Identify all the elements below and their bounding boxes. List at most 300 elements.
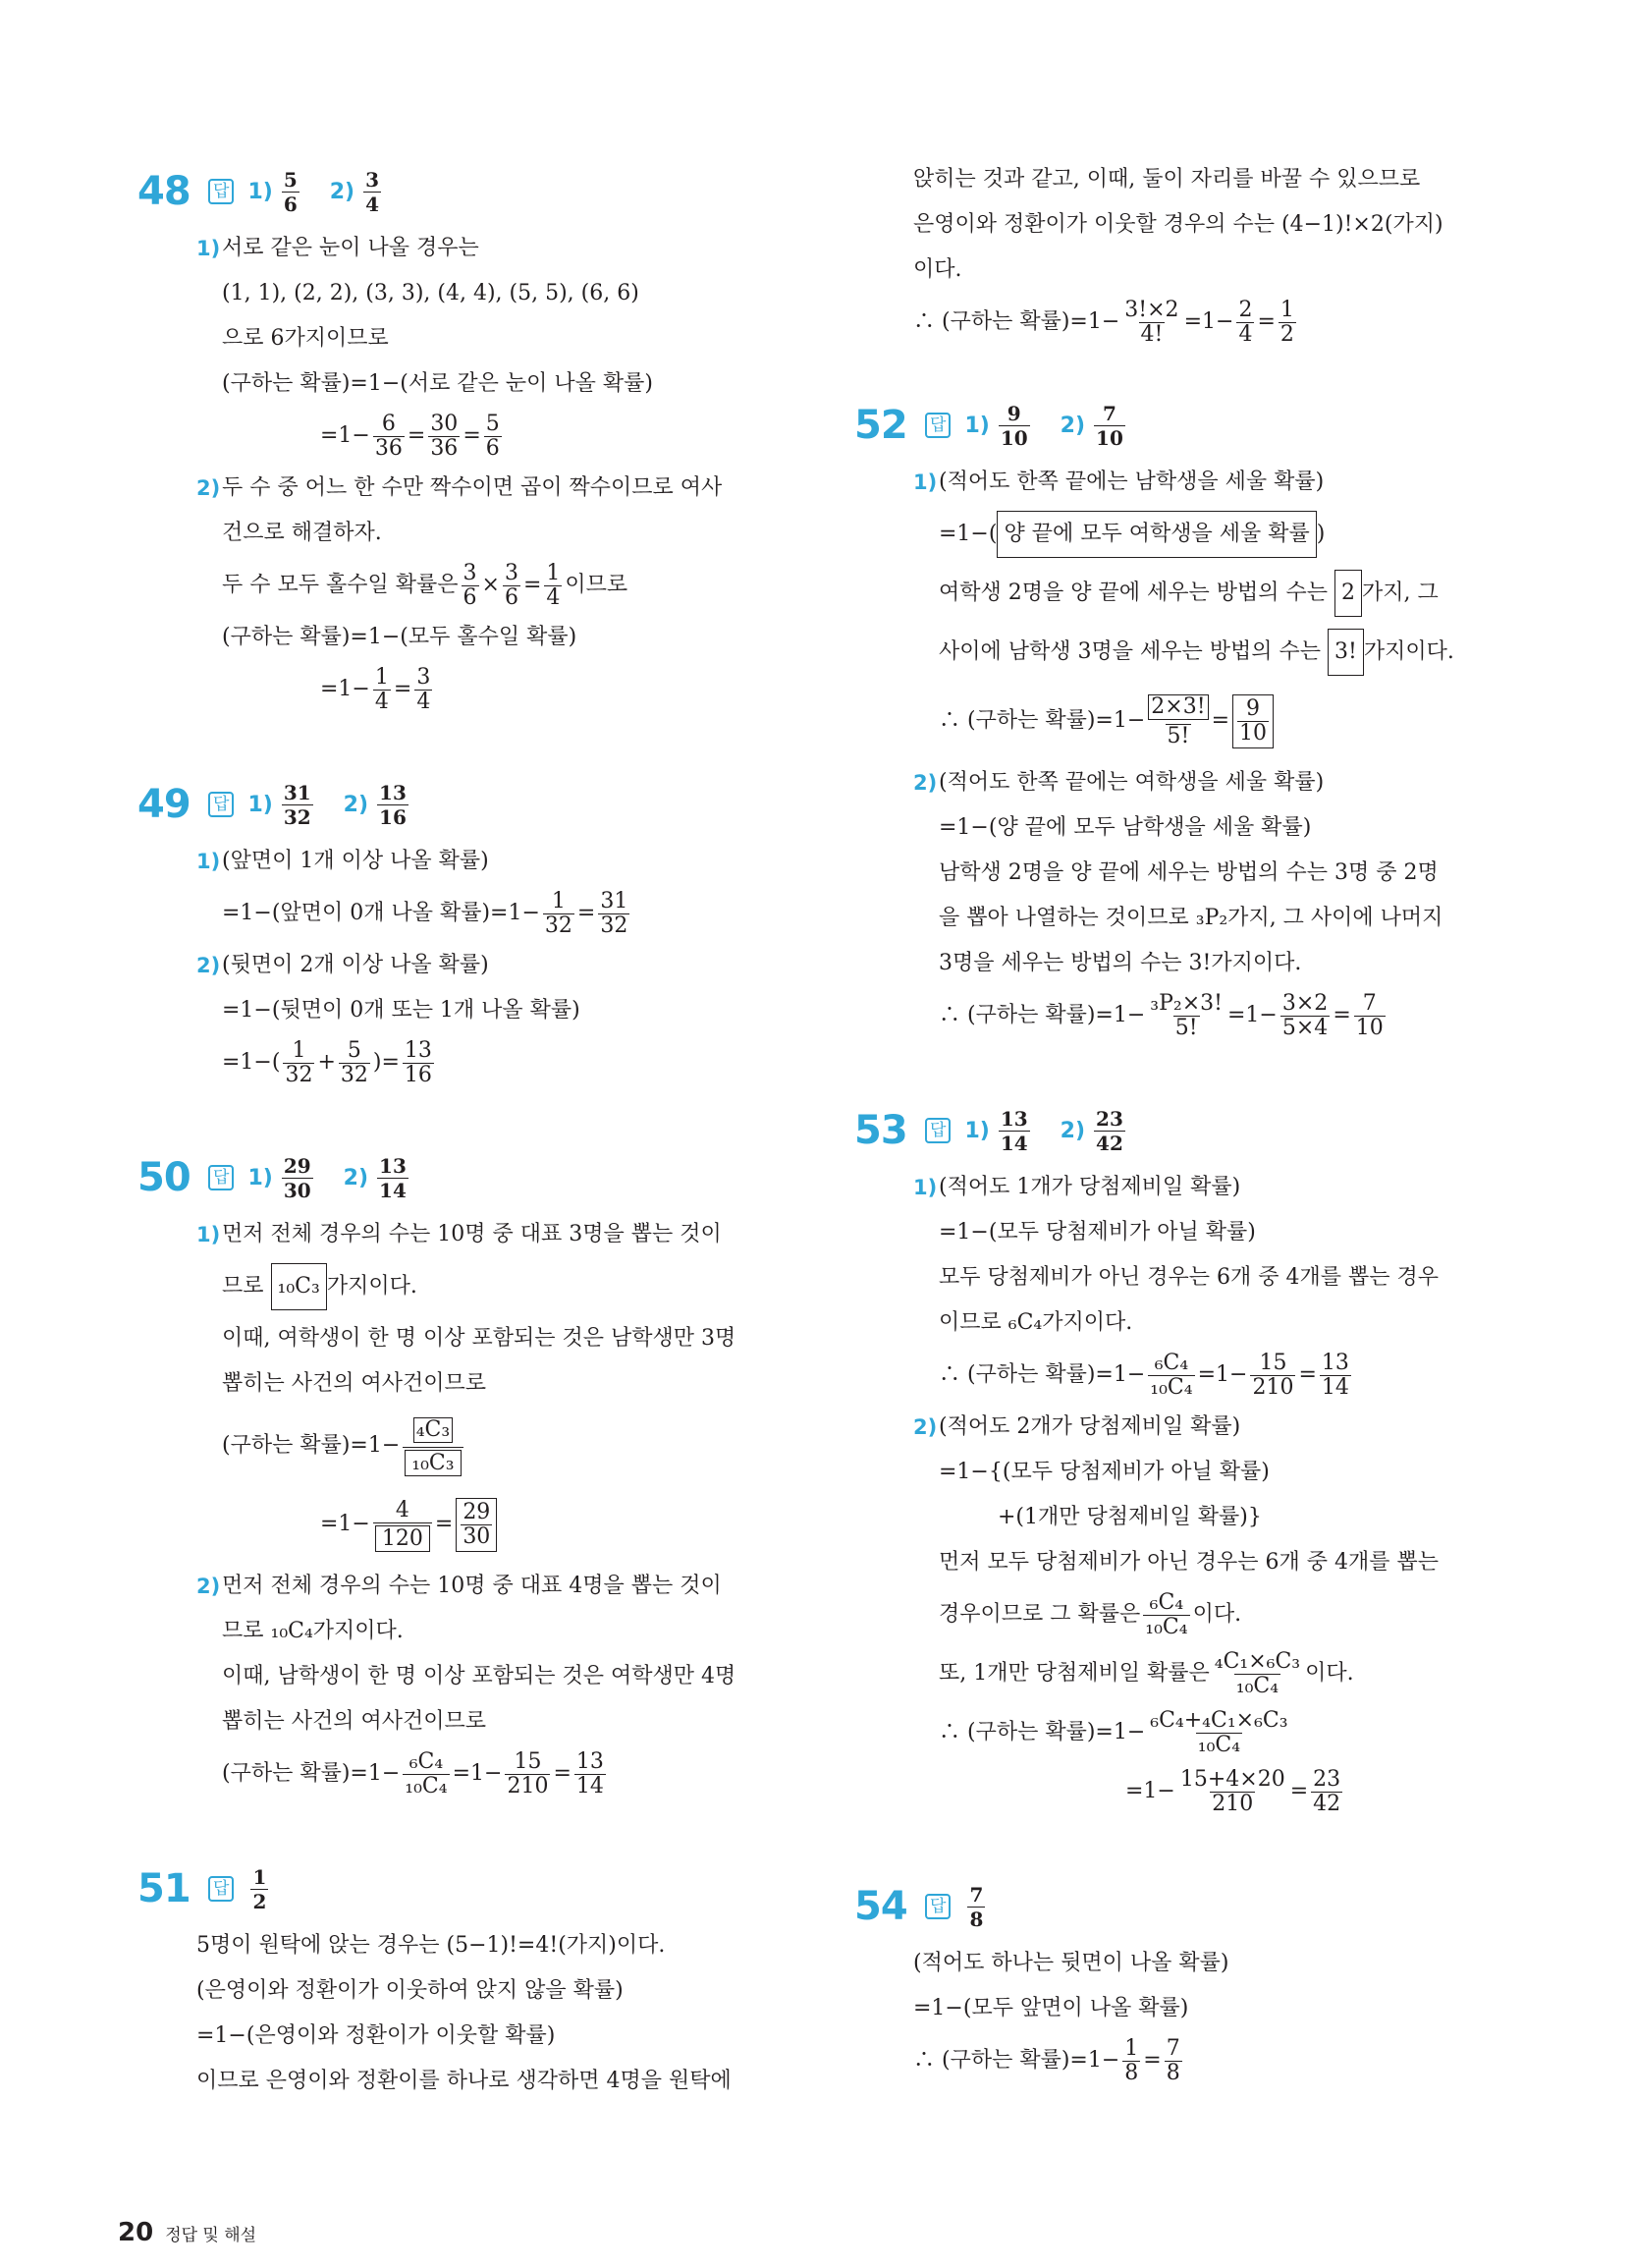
text: =1−(앞면이 0개 나올 확률)=1− <box>222 901 540 925</box>
text: × <box>481 573 500 597</box>
fraction <box>1178 1768 1287 1816</box>
fraction <box>1354 992 1386 1040</box>
text-line: 은영이와 정환이가 이웃할 경우의 수는 (4−1)!×2(가지) <box>913 212 1443 237</box>
text: 가지, 그 <box>1362 581 1439 605</box>
text: 또, 1개만 당첨제비일 확률은 <box>939 1661 1210 1686</box>
numerator: 1 <box>1279 297 1294 322</box>
solution-body <box>854 157 1502 352</box>
answer-fraction <box>1094 1107 1125 1155</box>
equation-line <box>222 660 776 719</box>
numerator: ₆C₄ <box>1149 1589 1184 1615</box>
denominator: 32 <box>600 913 628 938</box>
answer-badge: 답 <box>925 413 951 438</box>
text-line: 이때, 여학생이 한 명 이상 포함되는 것은 남학생만 3명 <box>222 1326 736 1351</box>
answer-fraction <box>250 1865 268 1913</box>
text-line: 앉히는 것과 같고, 이때, 둘이 자리를 바꿀 수 있으므로 <box>913 167 1421 192</box>
sub-label: 2) <box>196 476 221 500</box>
equation-line <box>222 1257 776 1316</box>
denominator: 30 <box>463 1523 491 1549</box>
denominator: ₁₀C₃ <box>405 1450 461 1476</box>
sub-solution-1 <box>196 226 776 466</box>
answer-fraction <box>377 1154 408 1202</box>
text: 가지이다. <box>1363 639 1454 664</box>
sub-label: 1) <box>196 1223 221 1246</box>
equation-line <box>222 556 776 615</box>
text: (구하는 확률)=1− <box>222 1433 401 1458</box>
fraction <box>339 1039 370 1087</box>
problem-header <box>854 1096 1502 1165</box>
text: =1− <box>320 1512 370 1536</box>
problem-number: 48 <box>137 169 191 214</box>
problem-header <box>854 391 1502 460</box>
fill-in-box: 3! <box>1328 629 1364 676</box>
answer-1 <box>964 402 1032 450</box>
sub-label: 1) <box>913 470 938 494</box>
text: )= <box>372 1050 400 1075</box>
answer-label: 2) <box>1060 413 1086 438</box>
text-line: 으로 6가지이므로 <box>222 326 389 351</box>
text-line: =1−(모두 당첨제비가 아닐 확률) <box>939 1220 1256 1245</box>
equation-line <box>939 623 1502 682</box>
fraction <box>428 413 460 461</box>
numerator: 7 <box>1102 401 1116 425</box>
numerator: 13 <box>379 1153 407 1178</box>
text: + <box>317 1050 336 1075</box>
answer-fraction <box>377 781 408 829</box>
text-line: 두 수 중 어느 한 수만 짝수이면 곱이 짝수이므로 여사 <box>222 475 723 500</box>
text: ) <box>1316 522 1326 546</box>
text-line: (1, 1), (2, 2), (3, 3), (4, 4), (5, 5), (6, 6) <box>222 281 639 305</box>
text: = <box>393 677 412 701</box>
right-column <box>854 157 1502 2141</box>
denominator: 32 <box>283 804 311 829</box>
text: ∴ (구하는 확률)=1− <box>939 1720 1146 1744</box>
text: =1− <box>1197 1362 1248 1387</box>
numerator: 9 <box>1246 695 1260 721</box>
text-line: (적어도 한쪽 끝에는 남학생을 세울 확률) <box>939 470 1325 494</box>
numerator: 31 <box>283 780 311 804</box>
text: = <box>522 573 542 597</box>
page-footer <box>118 2218 256 2247</box>
numerator: 31 <box>600 888 628 913</box>
text-line: 남학생 2명을 양 끝에 세우는 방법의 수는 3명 중 2명 <box>939 860 1439 885</box>
sub-solution-2 <box>913 760 1502 1045</box>
fraction <box>456 1498 497 1552</box>
problem-51-continued <box>854 157 1502 352</box>
sub-solution-2 <box>913 1405 1502 1821</box>
denominator: 10 <box>1096 425 1123 450</box>
problem-number: 50 <box>137 1155 191 1200</box>
numerator: 3×2 <box>1281 990 1329 1016</box>
denominator: 10 <box>1355 1015 1384 1040</box>
solution-body <box>854 1941 1502 2090</box>
numerator: 5 <box>283 167 298 192</box>
fraction <box>505 1750 550 1798</box>
text-line: 5명이 원탁에 앉는 경우는 (5−1)!=4!(가지)이다. <box>196 1933 666 1958</box>
denominator: ₁₀C₄ <box>1145 1614 1188 1639</box>
problem-header <box>137 770 776 839</box>
denominator: 16 <box>404 1062 432 1087</box>
text: ∴ (구하는 확률)=1− <box>939 1362 1146 1387</box>
denominator: 210 <box>1212 1791 1254 1816</box>
numerator: ₆C₄+₄C₁×₆C₃ <box>1150 1707 1288 1733</box>
text-line: 3명을 세우는 방법의 수는 3!가지이다. <box>939 951 1302 975</box>
numerator: 15 <box>1259 1350 1287 1375</box>
fill-in-box: 양 끝에 모두 여학생을 세울 확률 <box>997 511 1316 558</box>
equation-line <box>939 1644 1502 1703</box>
text: =1−( <box>939 522 998 546</box>
denominator: ₁₀C₄ <box>1150 1374 1193 1400</box>
denominator: 6 <box>463 584 477 610</box>
numerator: 13 <box>1000 1106 1028 1131</box>
denominator-wrap <box>373 1522 432 1551</box>
problem-53 <box>854 1096 1502 1821</box>
text: 이므로 <box>565 573 628 597</box>
answer-badge: 답 <box>208 1165 234 1190</box>
sub-solution-1 <box>913 460 1502 760</box>
denominator: 8 <box>969 1907 984 1931</box>
left-column <box>137 157 776 2155</box>
numerator: 13 <box>379 780 407 804</box>
fraction <box>462 562 479 610</box>
denominator: 36 <box>430 435 459 461</box>
problem-number: 49 <box>137 782 191 827</box>
text-line: =1−(은영이와 정환이가 이웃할 확률) <box>196 2023 556 2048</box>
numerator: 29 <box>283 1153 311 1178</box>
text-line: 이므로 은영이와 정환이를 하나로 생각하면 4명을 원탁에 <box>196 2069 732 2093</box>
equation-line <box>939 1762 1502 1821</box>
denominator: 4 <box>374 689 389 714</box>
denominator: 6 <box>485 435 500 461</box>
denominator: 6 <box>283 192 298 216</box>
text: = <box>1143 2048 1162 2073</box>
denominator: 5! <box>1174 1015 1198 1040</box>
answer-list <box>964 1107 1127 1155</box>
sub-label: 1) <box>196 850 221 873</box>
sub-label: 2) <box>196 1575 221 1598</box>
text-line: 건으로 해결하자. <box>222 521 382 545</box>
fraction <box>543 890 574 938</box>
answer-fraction <box>282 168 299 216</box>
text-line: +(1개만 당첨제비일 확률)} <box>998 1505 1262 1529</box>
fraction <box>1148 992 1225 1040</box>
equation-line <box>939 564 1502 623</box>
fraction <box>1320 1352 1351 1400</box>
fill-in-box: 2 <box>1334 570 1362 617</box>
numerator: 15 <box>514 1748 542 1774</box>
numerator: 3 <box>463 560 477 585</box>
answer-label: 2) <box>329 179 355 204</box>
answer-fraction <box>1094 402 1125 450</box>
denominator: 14 <box>575 1773 604 1798</box>
denominator: 8 <box>1166 2060 1180 2085</box>
text-line: (구하는 확률)=1−(모두 홀수일 확률) <box>222 625 577 649</box>
equation-line <box>939 505 1502 564</box>
text-line: 을 뽑아 나열하는 것이므로 ₃P₂가지, 그 사이에 나머지 <box>939 906 1443 930</box>
problem-number: 52 <box>854 403 907 448</box>
text: = <box>1298 1362 1317 1387</box>
numerator: 1 <box>546 560 561 585</box>
text: ∴ (구하는 확률)=1− <box>939 1003 1146 1027</box>
equation-line <box>222 1407 776 1485</box>
text: 경우이므로 그 확률은 <box>939 1602 1141 1627</box>
problem-number: 51 <box>137 1866 191 1911</box>
numerator: ₆C₄ <box>1154 1350 1189 1375</box>
solution-body <box>854 460 1502 1045</box>
text: = <box>1257 309 1276 334</box>
fraction <box>1311 1768 1342 1816</box>
text-line: (적어도 2개가 당첨제비일 확률) <box>939 1414 1241 1439</box>
denominator: 42 <box>1313 1791 1341 1816</box>
sub-solution-1 <box>196 839 776 943</box>
text-line: (적어도 1개가 당첨제비일 확률) <box>939 1175 1241 1199</box>
answer-label: 2) <box>1060 1118 1086 1143</box>
numerator: 2×3! <box>1148 694 1208 720</box>
denominator: ₁₀C₄ <box>1197 1732 1241 1757</box>
answer-list <box>964 402 1127 450</box>
equation-line <box>939 1346 1502 1405</box>
text: = <box>1333 1003 1351 1027</box>
text-line: 이때, 남학생이 한 명 이상 포함되는 것은 여학생만 4명 <box>222 1664 736 1688</box>
text: 이다. <box>1192 1602 1242 1627</box>
numerator: 13 <box>1321 1350 1349 1375</box>
fraction <box>403 1417 463 1475</box>
denominator-wrap <box>403 1447 463 1475</box>
sub-solution-1 <box>196 1212 776 1564</box>
answer-1 <box>964 1107 1032 1155</box>
numerator: 23 <box>1313 1766 1341 1792</box>
answer-badge: 답 <box>925 1118 951 1143</box>
fraction <box>1148 694 1208 748</box>
text-line: 이므로 ₆C₄가지이다. <box>939 1310 1133 1335</box>
numerator: 1 <box>1124 2035 1139 2061</box>
sub-solution-2 <box>196 1564 776 1803</box>
problem-header <box>854 1872 1502 1941</box>
fraction <box>1280 992 1330 1040</box>
denominator: 210 <box>507 1773 549 1798</box>
problem-header <box>137 1143 776 1212</box>
equation-line <box>222 1033 776 1092</box>
answer-label: 2) <box>343 1165 369 1190</box>
text: =1− <box>1125 1779 1175 1803</box>
fraction <box>283 1039 314 1087</box>
numerator: 9 <box>1007 401 1021 425</box>
sub-label: 2) <box>913 771 938 795</box>
text: 두 수 모두 홀수일 확률은 <box>222 573 459 597</box>
text: = <box>407 423 426 448</box>
text: =1− <box>320 423 370 448</box>
problem-49 <box>137 770 776 1092</box>
text-line: (적어도 하나는 뒷면이 나올 확률) <box>913 1951 1229 1975</box>
problem-number: 53 <box>854 1108 907 1153</box>
fraction <box>1213 1650 1302 1698</box>
numerator: ₃P₂×3! <box>1150 990 1223 1016</box>
text: 므로 <box>222 1274 264 1299</box>
fraction <box>1148 1352 1194 1400</box>
solution-body <box>137 839 776 1092</box>
solution-body <box>137 1923 776 2104</box>
problem-48 <box>137 157 776 719</box>
answer-fraction <box>282 1154 313 1202</box>
numerator: 6 <box>381 411 396 436</box>
answer-label: 1) <box>247 792 273 817</box>
page-number: 20 <box>118 2218 154 2247</box>
text: = <box>1211 708 1229 733</box>
text: = <box>463 423 481 448</box>
sub-label: 1) <box>196 237 221 260</box>
answer-list <box>247 1154 410 1202</box>
problem-number: 54 <box>854 1884 907 1929</box>
denominator: 5×4 <box>1281 1015 1329 1040</box>
fraction <box>1143 1591 1189 1639</box>
solution-body <box>854 1165 1502 1821</box>
solution-body <box>137 226 776 719</box>
text: = <box>434 1512 454 1536</box>
answer-list <box>247 168 384 216</box>
denominator: 10 <box>1239 720 1267 746</box>
problem-50 <box>137 1143 776 1803</box>
text-line: =1−(양 끝에 모두 남학생을 세울 확률) <box>939 815 1312 840</box>
numerator: 1 <box>551 888 566 913</box>
text-line: 므로 ₁₀C₄가지이다. <box>222 1619 404 1643</box>
footer-label: 정답 및 해설 <box>165 2226 257 2245</box>
answer-fraction <box>967 1883 985 1931</box>
sub-solution-2 <box>196 466 776 719</box>
numerator: 1 <box>374 664 389 690</box>
numerator: 7 <box>1362 990 1377 1016</box>
numerator: 3!×2 <box>1124 297 1179 322</box>
denominator: 4 <box>365 192 380 216</box>
answer-fraction <box>282 781 313 829</box>
answer-2 <box>344 1154 411 1202</box>
text-line: (구하는 확률)=1−(서로 같은 눈이 나올 확률) <box>222 371 653 396</box>
numerator: 1 <box>252 1864 267 1889</box>
text: ∴ (구하는 확률)=1− <box>939 708 1146 733</box>
equation-line <box>913 293 1502 352</box>
equation-line <box>222 1485 776 1564</box>
text-line: 먼저 전체 경우의 수는 10명 중 대표 3명을 뽑는 것이 <box>222 1222 722 1246</box>
equation-line <box>913 2031 1502 2090</box>
numerator: 7 <box>1166 2035 1180 2061</box>
numerator: 5 <box>485 411 500 436</box>
numerator: 4 <box>395 1497 409 1522</box>
text-line: (앞면이 1개 이상 나올 확률) <box>222 849 489 873</box>
fraction <box>403 1039 434 1087</box>
text: 사이에 남학생 3명을 세우는 방법의 수는 <box>939 639 1321 664</box>
denominator: 10 <box>1000 425 1028 450</box>
fraction <box>1279 299 1296 347</box>
fraction <box>574 1750 606 1798</box>
text: (구하는 확률)=1− <box>222 1761 401 1786</box>
fraction <box>1236 299 1254 347</box>
text: 이다. <box>1305 1661 1354 1686</box>
equation-line <box>939 682 1502 760</box>
denominator: 32 <box>285 1062 313 1087</box>
denominator: 14 <box>379 1178 407 1202</box>
fraction <box>598 890 629 938</box>
text-line: 이다. <box>913 257 962 282</box>
denominator: 32 <box>544 913 572 938</box>
fraction <box>373 413 405 461</box>
text: =1− <box>1227 1003 1278 1027</box>
numerator: 13 <box>575 1748 604 1774</box>
text: = <box>553 1761 572 1786</box>
answer-label: 2) <box>343 792 369 817</box>
numerator: 3 <box>504 560 518 585</box>
fraction <box>373 1499 432 1551</box>
answer-label: 1) <box>247 179 273 204</box>
text: = <box>576 901 596 925</box>
numerator: 1 <box>292 1037 306 1063</box>
denominator: 2 <box>1279 321 1294 347</box>
numerator: 30 <box>430 411 459 436</box>
numerator: ₄C₃ <box>413 1417 453 1443</box>
numerator: 13 <box>404 1037 432 1063</box>
denominator: 210 <box>1252 1374 1294 1400</box>
fraction <box>503 562 520 610</box>
denominator: 16 <box>379 804 407 829</box>
equation-line <box>222 407 776 466</box>
fraction <box>403 1750 449 1798</box>
sub-label: 1) <box>913 1176 938 1199</box>
text-line: 서로 같은 눈이 나올 경우는 <box>222 236 479 260</box>
numerator: 15+4×20 <box>1179 1766 1285 1792</box>
denominator: 14 <box>1321 1374 1349 1400</box>
denominator: 5! <box>1167 723 1190 748</box>
fill-in-box: ₁₀C₃ <box>271 1263 327 1310</box>
text-line: (은영이와 정환이가 이웃하여 앉지 않을 확률) <box>196 1978 624 2003</box>
problem-54 <box>854 1872 1502 2090</box>
numerator: 23 <box>1096 1106 1123 1131</box>
numerator: 7 <box>969 1882 984 1907</box>
answer-1 <box>247 168 301 216</box>
text-line: =1−(뒷면이 0개 또는 1개 나올 확률) <box>222 998 580 1023</box>
problem-51 <box>137 1854 776 2104</box>
denominator: 32 <box>340 1062 368 1087</box>
fraction <box>414 666 432 714</box>
denominator: 4 <box>1238 321 1253 347</box>
denominator: 4! <box>1140 321 1164 347</box>
answer-badge: 답 <box>208 1876 234 1902</box>
answer-label: 1) <box>964 413 990 438</box>
problem-header <box>137 157 776 226</box>
answer-fraction <box>363 168 381 216</box>
answer-badge: 답 <box>208 792 234 817</box>
sub-solution-2 <box>196 943 776 1092</box>
denominator: 14 <box>1000 1131 1028 1155</box>
denominator: 42 <box>1096 1131 1123 1155</box>
fraction <box>1250 1352 1295 1400</box>
text-line: (뒷면이 2개 이상 나올 확률) <box>222 953 489 977</box>
denominator: 8 <box>1124 2060 1139 2085</box>
fraction <box>1165 2037 1182 2085</box>
text: =1− <box>1183 309 1234 334</box>
text: 여학생 2명을 양 끝에 세우는 방법의 수는 <box>939 581 1328 605</box>
denominator: 4 <box>546 584 561 610</box>
numerator: 3 <box>416 664 431 690</box>
answer-2 <box>1061 1107 1128 1155</box>
text-line: =1−(모두 앞면이 나올 확률) <box>913 1996 1189 2020</box>
text: 가지이다. <box>326 1274 417 1299</box>
equation-line <box>939 1585 1502 1644</box>
solution-body <box>137 1212 776 1803</box>
text: ∴ (구하는 확률)=1− <box>913 2048 1120 2073</box>
problem-header <box>137 1854 776 1923</box>
denominator: 6 <box>504 584 518 610</box>
problem-52 <box>854 391 1502 1045</box>
denominator: 36 <box>374 435 403 461</box>
fraction <box>484 413 502 461</box>
